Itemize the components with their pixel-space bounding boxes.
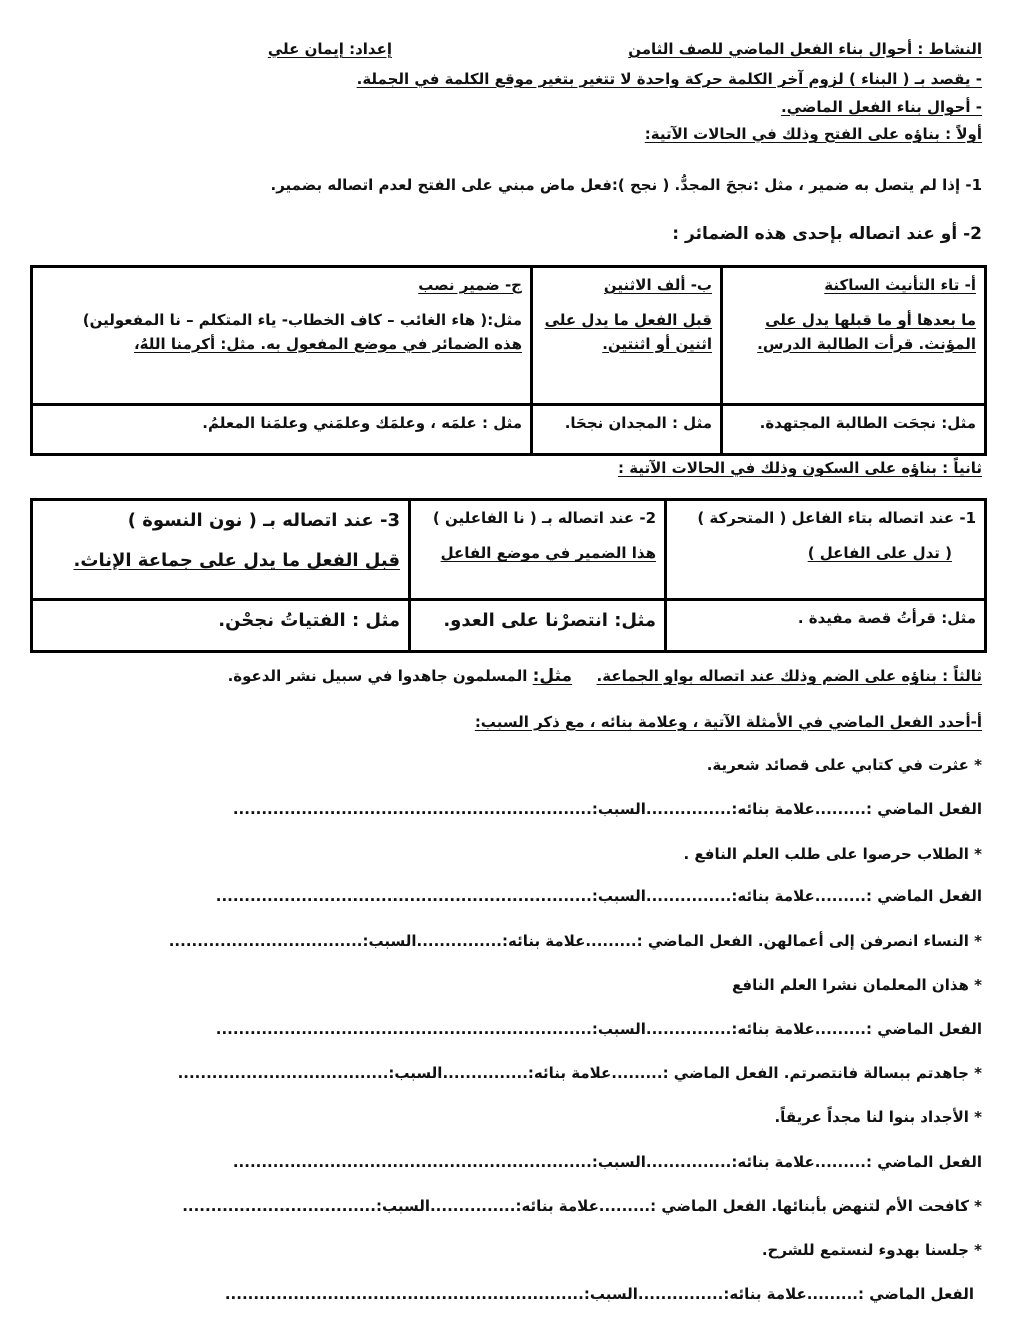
- section2-heading: ثانياً : بناؤه على السكون وذلك في الحالات الآتية :: [618, 459, 982, 477]
- alif-ithnayn-title: ب- ألف الاثنين: [603, 276, 712, 294]
- definition-text: - يقصد بـ ( البناء ) لزوم آخر الكلمة حركة واحدة لا تتغير بتغير موقع الكلمة في الجملة.: [356, 70, 982, 88]
- exercise-answer-8: الفعل الماضي :.........علامة بنائه:...............السبب:...............................................................: [224, 1285, 974, 1303]
- sukun-cases-table: [30, 498, 987, 653]
- exercise-sentence-7: * كافحت الأم لتنهض بأبنائها. الفعل الماضي :.........علامة بنائه:...............السبب:..................................: [182, 1197, 982, 1215]
- section3-line: [228, 666, 982, 686]
- alif-ithnayn-line1: قبل الفعل ما يدل على: [544, 311, 712, 330]
- taa-fail-note: ( تدل على الفاعل ): [807, 544, 952, 563]
- section3-heading: ثالثاً : بناؤه على الضم وذلك عند اتصاله بواو الجماعة.: [596, 667, 982, 685]
- taa-fail-title: 1- عند اتصاله بتاء الفاعل ( المتحركة ): [697, 509, 976, 527]
- taa-tanith-example: مثل: نجحَت الطالبة المجتهدة.: [759, 414, 976, 432]
- taa-fail-example: مثل: قرأتُ قصة مفيدة .: [797, 609, 976, 627]
- exercise-sentence-1: * عثرت في كتابي على قصائد شعرية.: [706, 756, 982, 774]
- cell-na-failin: [410, 500, 666, 600]
- exercise-answer-4: الفعل الماضي :.........علامة بنائه:...............السبب:..................................................................: [215, 1020, 982, 1038]
- cell-taa-example: [722, 405, 986, 455]
- cell-nun-niswa-example: [32, 600, 410, 652]
- exercise-instruction: أ-أحدد الفعل الماضي في الأمثلة الآتية ، وعلامة بنائه ، مع ذكر السبب:: [474, 713, 982, 731]
- author-credit: إعداد: إيمان علي: [267, 40, 392, 58]
- section3-example-text: المسلمون جاهدوا في سبيل نشر الدعوة.: [227, 667, 528, 685]
- damir-nasb-example: مثل : علمَه ، وعلمَك وعلمَني وعلمَنا المعلمُ.: [202, 414, 522, 432]
- cell-damir-nasb: [32, 267, 532, 405]
- cell-taa-fail-example: [666, 600, 986, 652]
- section1-heading: أولاً : بناؤه على الفتح وذلك في الحالات الآتية:: [644, 125, 982, 143]
- cell-nasb-example: [32, 405, 532, 455]
- na-failin-title: 2- عند اتصاله بـ ( نا الفاعلين ): [432, 509, 656, 527]
- exercise-answer-1: الفعل الماضي :.........علامة بنائه:...............السبب:...............................................................: [232, 800, 982, 818]
- nun-niswa-title: 3- عند اتصاله بـ ( نون النسوة ): [127, 510, 400, 531]
- section3-example-label: مثل:: [532, 666, 573, 686]
- exercise-sentence-8: * جلسنا بهدوء لنستمع للشرح.: [761, 1241, 982, 1259]
- na-failin-example: مثل: انتصرْنا على العدو.: [443, 610, 656, 631]
- cell-nun-niswa: [32, 500, 410, 600]
- damir-nasb-title: ج- ضمير نصب: [418, 276, 522, 294]
- exercise-sentence-5: * جاهدتم ببسالة فانتصرتم. الفعل الماضي :.........علامة بنائه:...............السبب:.....................................: [177, 1064, 982, 1082]
- cell-alif-example: [532, 405, 722, 455]
- nun-niswa-example: مثل : الفتياتُ نجحْن.: [218, 610, 400, 631]
- cell-alif-ithnayn: [532, 267, 722, 405]
- nun-niswa-note: قبل الفعل ما يدل على جماعة الإناث.: [73, 549, 400, 571]
- section1-point2: 2- أو عند اتصاله بإحدى هذه الضمائر :: [672, 224, 982, 244]
- exercise-answer-6: الفعل الماضي :.........علامة بنائه:...............السبب:...............................................................: [232, 1153, 982, 1171]
- alif-ithnayn-example: مثل : المجدان نجحَا.: [564, 414, 712, 432]
- exercise-sentence-6: * الأجداد بنوا لنا مجداً عريقاً.: [774, 1108, 982, 1126]
- damir-nasb-line1: مثل:( هاء الغائب – كاف الخطاب- ياء المتكلم – نا المفعولين): [82, 311, 522, 330]
- exercise-sentence-4: * هذان المعلمان نشرا العلم النافع: [732, 976, 982, 994]
- alif-ithnayn-line2: اثنين أو اثنتين.: [602, 334, 712, 353]
- exercise-sentence-3: * النساء انصرفن إلى أعمالهن. الفعل الماضي :.........علامة بنائه:...............السبب:..................................: [168, 932, 982, 950]
- taa-tanith-title: أ- تاء التأنيث الساكنة: [824, 276, 976, 294]
- cases-title: - أحوال بناء الفعل الماضي.: [781, 98, 982, 116]
- na-failin-note: هذا الضمير في موضع الفاعل: [440, 544, 656, 563]
- damir-nasb-line2: هذه الضمائر في موضع المفعول به. مثل: أكرمنا اللهُ،: [133, 334, 522, 353]
- cell-taa-tanith: [722, 267, 986, 405]
- activity-title: النشاط : أحوال بناء الفعل الماضي للصف الثامن: [628, 40, 982, 58]
- exercise-answer-2: الفعل الماضي :.........علامة بنائه:...............السبب:..................................................................: [215, 887, 982, 905]
- taa-tanith-line2: المؤنث. قرأت الطالبة الدرس.: [757, 334, 976, 353]
- cell-taa-fail: [666, 500, 986, 600]
- fatha-cases-table: [30, 265, 987, 456]
- exercise-sentence-2: * الطلاب حرصوا على طلب العلم النافع .: [683, 845, 982, 863]
- section1-point1: 1- إذا لم يتصل به ضمير ، مثل :نجحَ المجدُّ. ( نجح ):فعل ماض مبني على الفتح لعدم اتصاله بضمير.: [270, 176, 982, 194]
- taa-tanith-line1: ما بعدها أو ما قبلها يدل على: [765, 311, 976, 330]
- cell-na-failin-example: [410, 600, 666, 652]
